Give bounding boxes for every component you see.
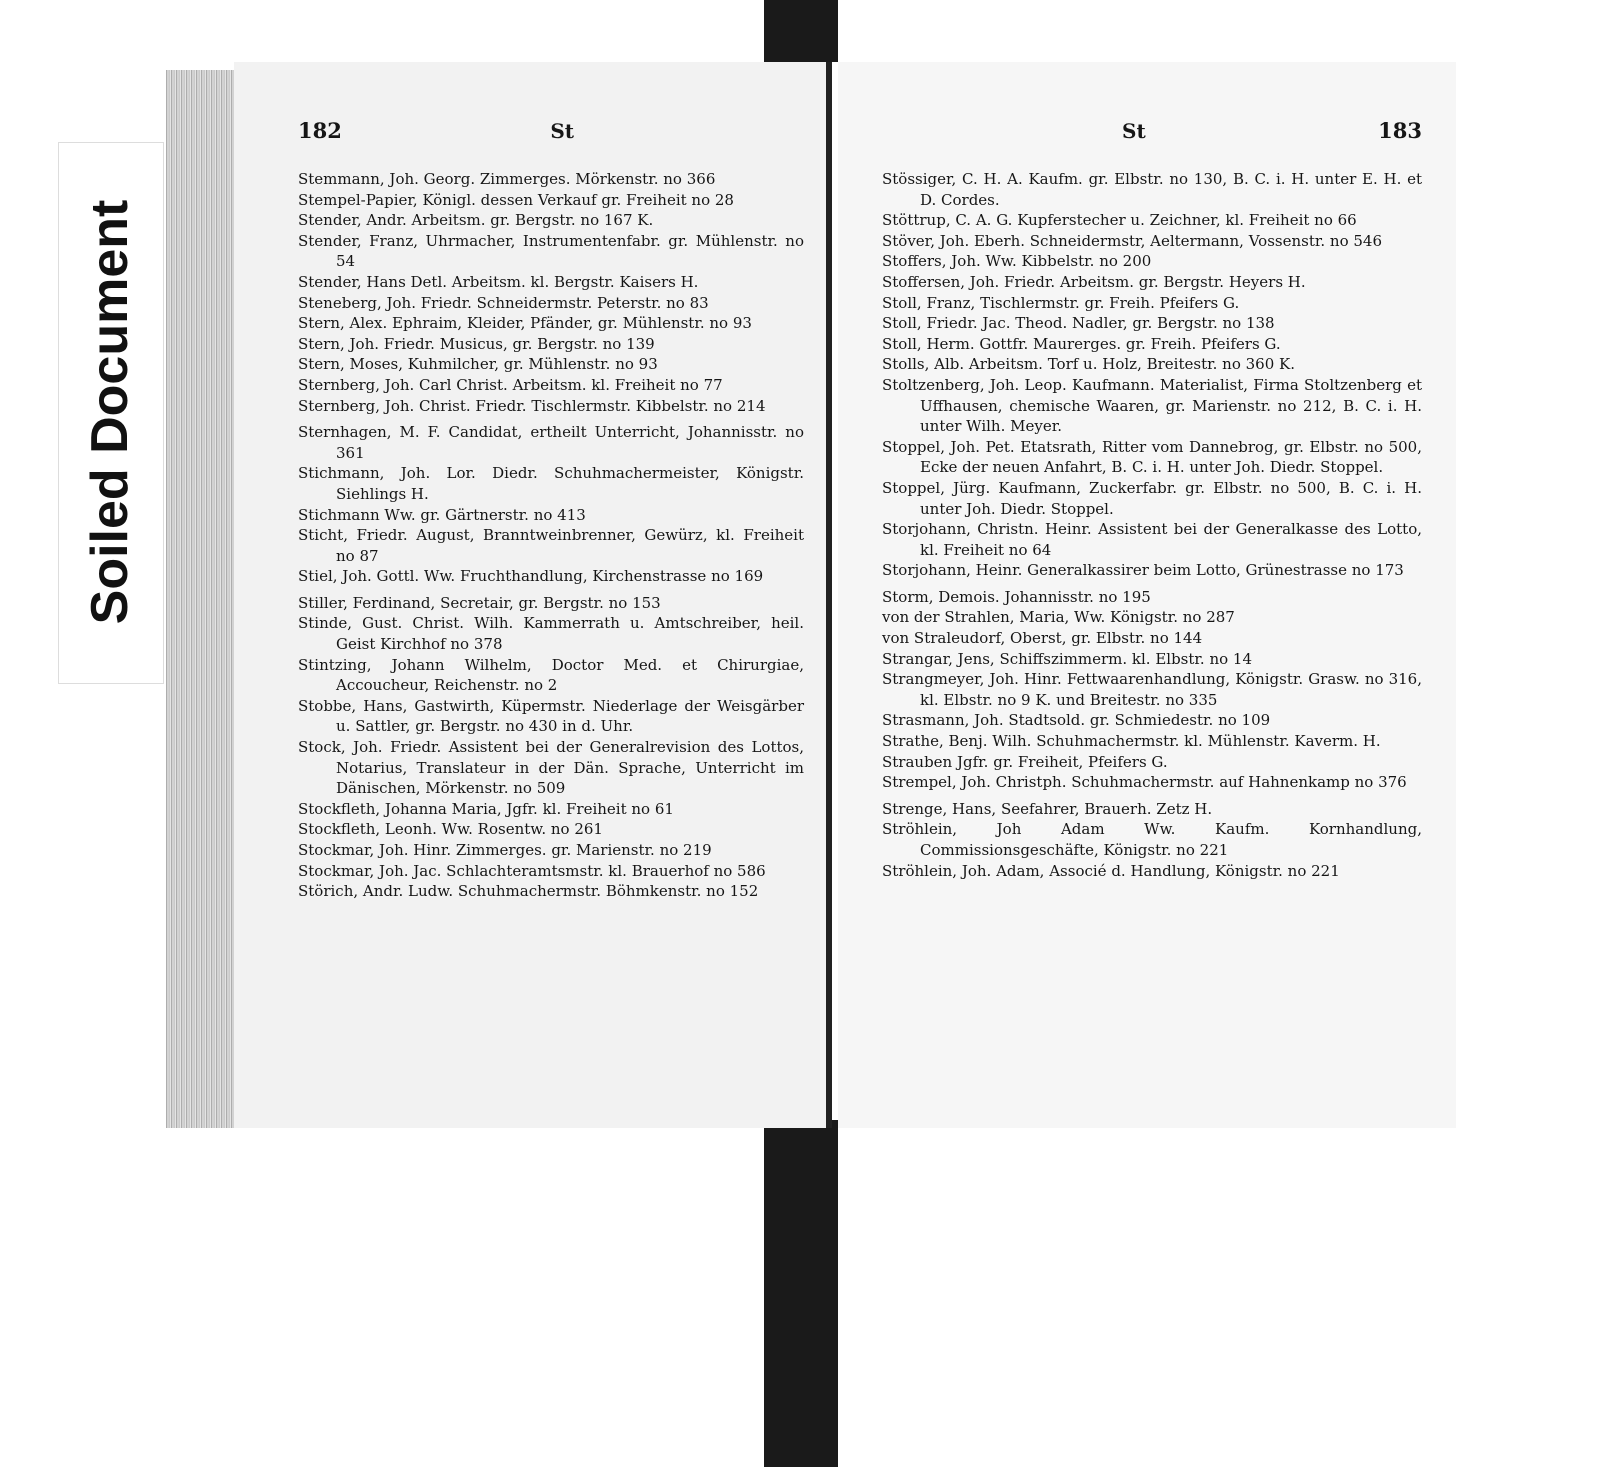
directory-entry: Strauben Jgfr. gr. Freiheit, Pfeifers G. (882, 752, 1168, 771)
directory-entry: Storjohann, Christn. Heinr. Assistent bei der Generalkasse des Lotto, kl. Freiheit no 64 (882, 520, 1422, 559)
directory-entry: Stobbe, Hans, Gastwirth, Küpermstr. Niederlage der Weisgärber u. Sattler, gr. Bergstr. no 430 in d. Uhr. (298, 696, 804, 736)
right-page-number: 183 (1378, 118, 1422, 143)
directory-entry: Stoffersen, Joh. Friedr. Arbeitsm. gr. Bergstr. Heyers H. (882, 272, 1306, 291)
directory-entry: Stössiger, C. H. A. Kaufm. gr. Elbstr. no 130, B. C. i. H. unter E. H. et D. Cordes. (882, 170, 1422, 209)
directory-entry: von Straleudorf, Oberst, gr. Elbstr. no 144 (882, 629, 1203, 648)
directory-entry: Stockmar, Joh. Jac. Schlachteramtsmstr. kl. Brauerhof no 586 (298, 861, 766, 880)
directory-entry: Stock, Joh. Friedr. Assistent bei der Generalrevision des Lottos, Notarius, Translateur in der Dän. Sprache, Unterricht im Dänischen, Mörkenstr. no 509 (298, 738, 804, 798)
directory-entry: Steneberg, Joh. Friedr. Schneidermstr. Peterstr. no 83 (298, 293, 709, 312)
directory-entry: Stender, Hans Detl. Arbeitsm. kl. Bergstr. Kaisers H. (298, 272, 699, 291)
left-entry-list (298, 169, 804, 902)
book-page-edges (166, 70, 238, 1128)
directory-entry: Strasmann, Joh. Stadtsold. gr. Schmiedestr. no 109 (882, 711, 1271, 730)
directory-entry: Stoll, Franz, Tischlermstr. gr. Freih. Pfeifers G. (882, 293, 1240, 312)
directory-entry: Stichmann Ww. gr. Gärtnerstr. no 413 (298, 505, 586, 524)
directory-entry: Sticht, Friedr. August, Branntweinbrenner, Gewürz, kl. Freiheit no 87 (298, 526, 804, 565)
directory-entry: Stöver, Joh. Eberh. Schneidermstr, Aeltermann, Vossenstr. no 546 (882, 231, 1383, 250)
directory-entry: Stöttrup, C. A. G. Kupferstecher u. Zeichner, kl. Freiheit no 66 (882, 211, 1357, 230)
directory-entry: Stintzing, Johann Wilhelm, Doctor Med. et Chirurgiae, Accoucheur, Reichenstr. no 2 (298, 655, 804, 695)
directory-entry: Stoppel, Joh. Pet. Etatsrath, Ritter vom Dannebrog, gr. Elbstr. no 500, Ecke der neuen Anfahrt, B. C. i. H. unter Joh. Diedr. Stoppel. (882, 437, 1422, 477)
left-page-number: 182 (298, 118, 342, 143)
left-section-heading: St (550, 119, 574, 143)
directory-entry: Strempel, Joh. Christph. Schuhmachermstr. auf Hahnenkamp no 376 (882, 773, 1407, 792)
directory-entry: Storjohann, Heinr. Generalkassirer beim Lotto, Grünestrasse no 173 (882, 561, 1404, 580)
directory-entry: Strangmeyer, Joh. Hinr. Fettwaarenhandlung, Königstr. Grasw. no 316, kl. Elbstr. no 9 K. und Breitestr. no 335 (882, 670, 1422, 709)
directory-entry: Stoltzenberg, Joh. Leop. Kaufmann. Materialist, Firma Stoltzenberg et Uffhausen, chemische Waaren, gr. Marienstr. no 212, B. C. i. H. unter Wilh. Meyer. (882, 375, 1422, 436)
directory-entry: Stichmann, Joh. Lor. Diedr. Schuhmachermeister, Königstr. Siehlings H. (298, 464, 804, 503)
right-running-head (882, 118, 1422, 143)
directory-entry: Strangar, Jens, Schiffszimmerm. kl. Elbstr. no 14 (882, 649, 1253, 668)
soiled-document-label-text: Soiled Document (81, 199, 139, 625)
directory-entry: Störich, Andr. Ludw. Schuhmachermstr. Böhmkenstr. no 152 (298, 882, 759, 901)
directory-entry: Stiller, Ferdinand, Secretair, gr. Bergstr. no 153 (298, 593, 661, 612)
directory-entry: Stinde, Gust. Christ. Wilh. Kammerrath u. Amtschreiber, heil. Geist Kirchhof no 378 (298, 614, 804, 654)
directory-entry: Stern, Joh. Friedr. Musicus, gr. Bergstr. no 139 (298, 334, 655, 353)
directory-entry: Strathe, Benj. Wilh. Schuhmachermstr. kl. Mühlenstr. Kaverm. H. (882, 732, 1381, 751)
directory-entry: Stender, Andr. Arbeitsm. gr. Bergstr. no 167 K. (298, 211, 654, 230)
directory-entry: Stender, Franz, Uhrmacher, Instrumentenfabr. gr. Mühlenstr. no 54 (298, 231, 804, 271)
directory-entry: Stoppel, Jürg. Kaufmann, Zuckerfabr. gr. Elbstr. no 500, B. C. i. H. unter Joh. Diedr. Stoppel. (882, 478, 1422, 518)
directory-entry: Sternhagen, M. F. Candidat, ertheilt Unterricht, Johannisstr. no 361 (298, 423, 804, 462)
directory-entry: Stoll, Herm. Gottfr. Maurerges. gr. Freih. Pfeifers G. (882, 334, 1281, 353)
right-section-heading: St (1122, 119, 1146, 143)
spine-strip-bottom (764, 1120, 838, 1467)
directory-entry: Stolls, Alb. Arbeitsm. Torf u. Holz, Breitestr. no 360 K. (882, 355, 1295, 374)
directory-entry: Stern, Alex. Ephraim, Kleider, Pfänder, gr. Mühlenstr. no 93 (298, 314, 752, 333)
directory-entry: Ströhlein, Joh Adam Ww. Kaufm. Kornhandlung, Commissionsgeschäfte, Königstr. no 221 (882, 820, 1422, 859)
directory-entry: Stockfleth, Johanna Maria, Jgfr. kl. Freiheit no 61 (298, 799, 674, 818)
right-entry-list (882, 169, 1422, 881)
directory-entry: von der Strahlen, Maria, Ww. Königstr. no 287 (882, 608, 1235, 627)
directory-entry: Ströhlein, Joh. Adam, Associé d. Handlung, Königstr. no 221 (882, 861, 1340, 880)
directory-entry: Stemmann, Joh. Georg. Zimmerges. Mörkenstr. no 366 (298, 170, 716, 188)
directory-entry: Sternberg, Joh. Christ. Friedr. Tischlermstr. Kibbelstr. no 214 (298, 396, 766, 415)
directory-entry: Sternberg, Joh. Carl Christ. Arbeitsm. kl. Freiheit no 77 (298, 375, 723, 394)
directory-entry: Stiel, Joh. Gottl. Ww. Fruchthandlung, Kirchenstrasse no 169 (298, 567, 764, 586)
right-page (838, 62, 1456, 1128)
directory-entry: Stern, Moses, Kuhmilcher, gr. Mühlenstr. no 93 (298, 355, 658, 374)
directory-entry: Strenge, Hans, Seefahrer, Brauerh. Zetz H. (882, 799, 1213, 818)
directory-entry: Stoll, Friedr. Jac. Theod. Nadler, gr. Bergstr. no 138 (882, 314, 1275, 333)
left-page (234, 62, 832, 1128)
directory-entry: Storm, Demois. Johannisstr. no 195 (882, 587, 1151, 606)
left-running-head (298, 118, 804, 143)
directory-entry: Stoffers, Joh. Ww. Kibbelstr. no 200 (882, 252, 1152, 271)
directory-entry: Stockmar, Joh. Hinr. Zimmerges. gr. Marienstr. no 219 (298, 841, 712, 859)
spine-strip-top (764, 0, 838, 62)
directory-entry: Stockfleth, Leonh. Ww. Rosentw. no 261 (298, 820, 603, 839)
directory-entry: Stempel-Papier, Königl. dessen Verkauf gr. Freiheit no 28 (298, 190, 734, 209)
